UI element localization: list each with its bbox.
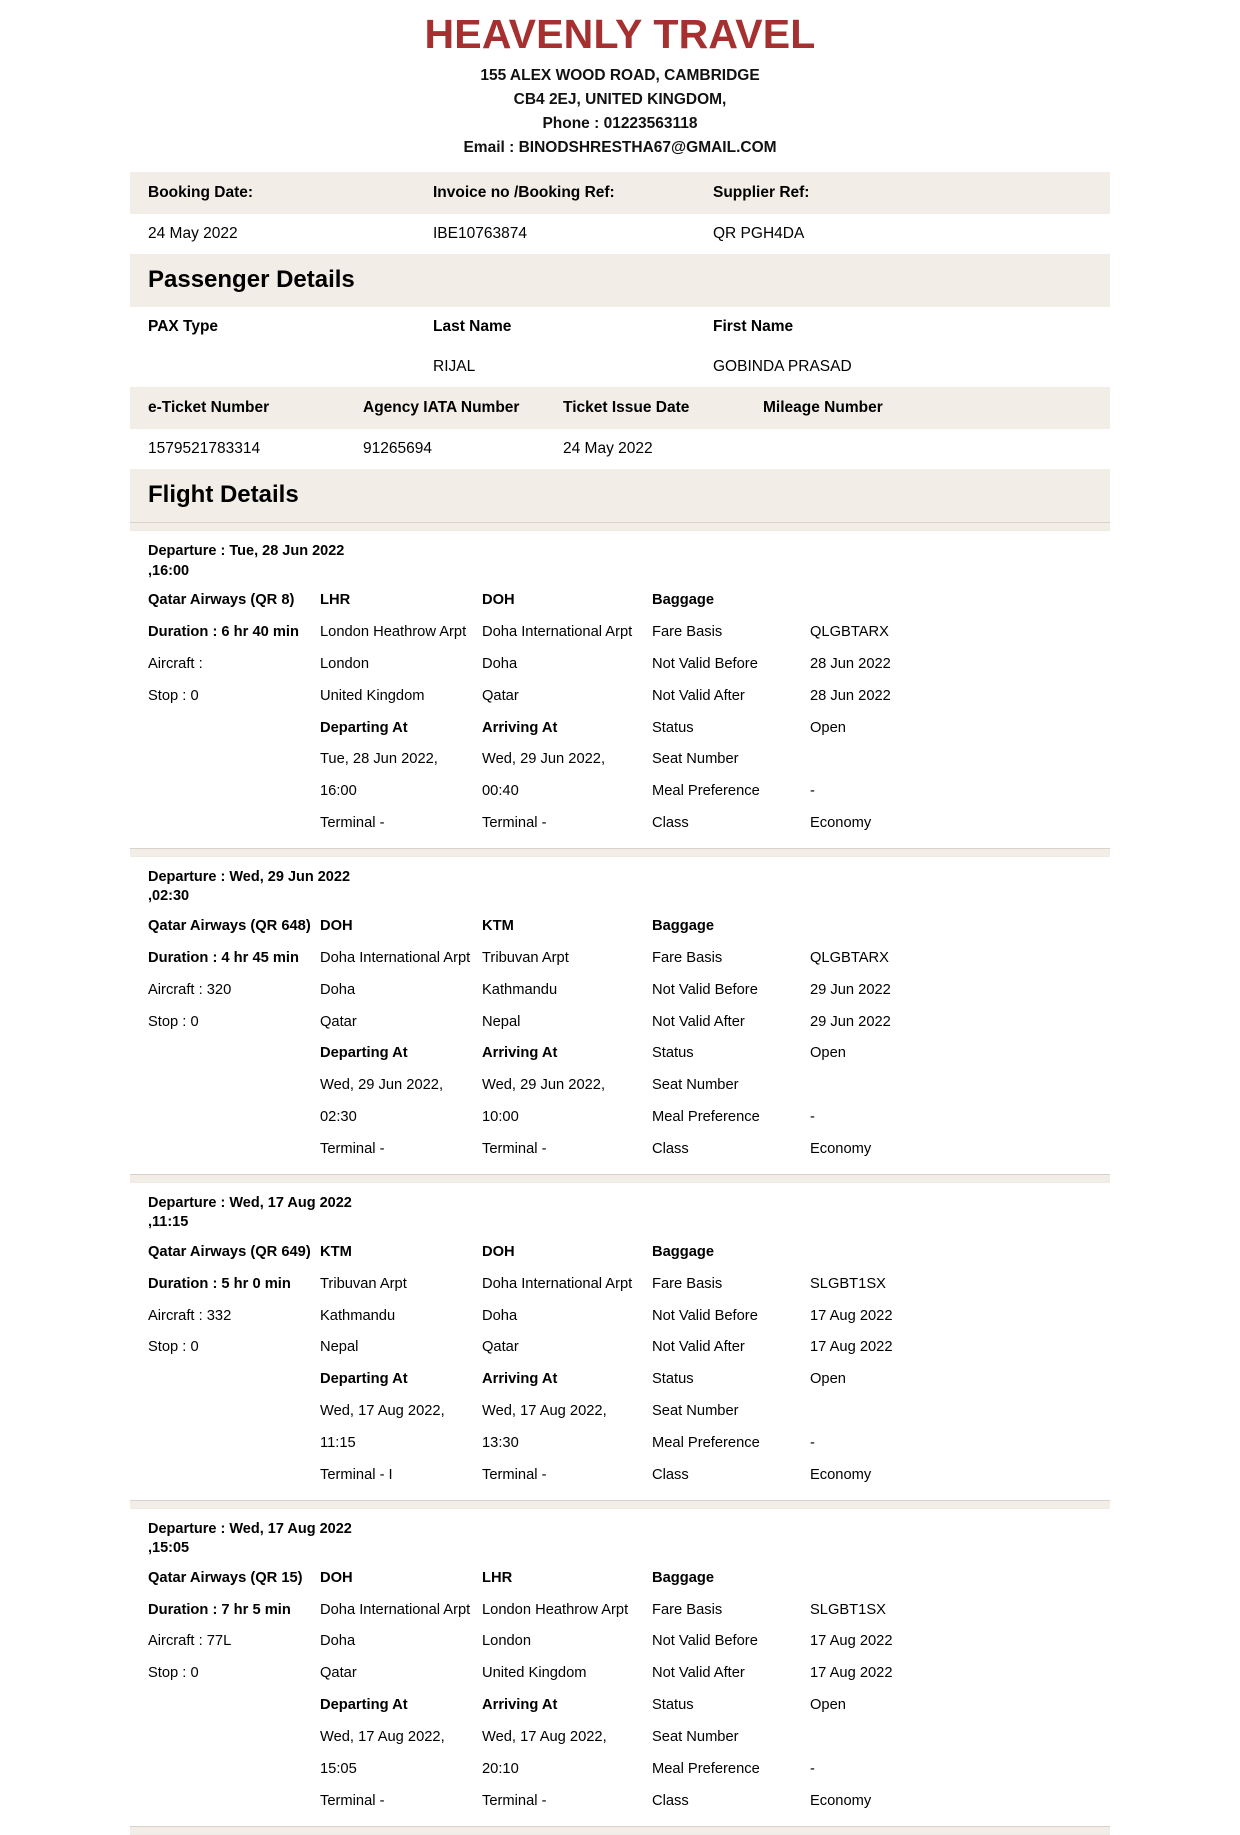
not-valid-before-value: 29 Jun 2022 bbox=[810, 981, 891, 998]
company-address-line-1: 155 ALEX WOOD ROAD, CAMBRIDGE bbox=[480, 67, 760, 85]
status-value: Open bbox=[810, 719, 846, 736]
destination-country: United Kingdom bbox=[482, 1665, 587, 1682]
arriving-at-label: Arriving At bbox=[482, 1697, 558, 1714]
not-valid-before-value: 17 Aug 2022 bbox=[810, 1307, 893, 1324]
departing-at-label: Departing At bbox=[320, 1697, 408, 1714]
aircraft: Aircraft : 320 bbox=[148, 981, 232, 998]
baggage-label: Baggage bbox=[652, 592, 715, 609]
first-name-value: GOBINDA PRASAD bbox=[713, 358, 852, 376]
origin-country: United Kingdom bbox=[320, 687, 425, 704]
arriving-date: Wed, 29 Jun 2022, bbox=[482, 1077, 606, 1094]
arriving-time: 10:00 bbox=[482, 1109, 519, 1126]
arriving-date: Wed, 17 Aug 2022, bbox=[482, 1403, 607, 1420]
letterhead bbox=[0, 0, 1240, 172]
class-value: Economy bbox=[810, 815, 872, 832]
segment-row-duration bbox=[148, 1269, 1092, 1301]
arriving-date: Wed, 29 Jun 2022, bbox=[482, 751, 606, 768]
last-name-header: Last Name bbox=[433, 318, 512, 336]
segment-bottom-spacer bbox=[148, 1818, 1092, 1826]
segment-row-depart-arrive-headers bbox=[148, 713, 1092, 745]
destination-country: Qatar bbox=[482, 1339, 519, 1356]
segment-row-duration bbox=[148, 1595, 1092, 1627]
segment-separator bbox=[130, 848, 1110, 857]
segment-row-airline bbox=[148, 585, 1092, 617]
segment-bottom-spacer bbox=[148, 1492, 1092, 1500]
segment-separator bbox=[130, 1174, 1110, 1183]
fare-basis-value: SLGBT1SX bbox=[810, 1601, 886, 1618]
departing-time: 11:15 bbox=[320, 1434, 356, 1451]
origin-airport: Doha International Arpt bbox=[320, 949, 471, 966]
segment-row-times bbox=[148, 1754, 1092, 1786]
origin-country: Qatar bbox=[320, 1013, 357, 1030]
status-value: Open bbox=[810, 1371, 846, 1388]
stop-count: Stop : 0 bbox=[148, 687, 199, 704]
segment-row-terminals bbox=[148, 1134, 1092, 1166]
destination-airport: London Heathrow Arpt bbox=[482, 1601, 629, 1618]
agency-iata-number-header: Agency IATA Number bbox=[363, 399, 520, 417]
meal-preference-label: Meal Preference bbox=[652, 1760, 760, 1777]
segment-row-stop bbox=[148, 1658, 1092, 1690]
segment-row-dates bbox=[148, 1396, 1092, 1428]
segment-row-times bbox=[148, 776, 1092, 808]
company-address-line-2: CB4 2EJ, UNITED KINGDOM, bbox=[513, 91, 727, 109]
duration: Duration : 4 hr 45 min bbox=[148, 949, 299, 966]
not-valid-before-value: 17 Aug 2022 bbox=[810, 1633, 893, 1650]
company-email: Email : BINODSHRESTHA67@GMAIL.COM bbox=[463, 139, 777, 157]
first-name-header: First Name bbox=[713, 318, 794, 336]
not-valid-after-label: Not Valid After bbox=[652, 687, 745, 704]
segment-row-aircraft bbox=[148, 975, 1092, 1007]
meal-preference-value: - bbox=[810, 1760, 815, 1777]
status-label: Status bbox=[652, 719, 694, 736]
segment-separator bbox=[130, 1500, 1110, 1509]
segment-row-terminals bbox=[148, 808, 1092, 840]
departing-date: Wed, 17 Aug 2022, bbox=[320, 1729, 445, 1745]
eticket-values-row bbox=[130, 429, 1110, 469]
segment-separator bbox=[130, 522, 1110, 531]
airline-name: Qatar Airways (QR 648) bbox=[148, 918, 311, 935]
not-valid-after-value: 28 Jun 2022 bbox=[810, 687, 891, 704]
booking-values-row bbox=[130, 214, 1110, 254]
fare-basis-label: Fare Basis bbox=[652, 1601, 723, 1618]
status-label: Status bbox=[652, 1371, 694, 1388]
segment-row-dates bbox=[148, 1722, 1092, 1754]
meal-preference-label: Meal Preference bbox=[652, 1109, 760, 1126]
origin-country: Nepal bbox=[320, 1339, 359, 1356]
meal-preference-value: - bbox=[810, 1109, 815, 1126]
class-label: Class bbox=[652, 815, 689, 832]
flight-details-section-header bbox=[130, 469, 1110, 522]
segment-row-airline bbox=[148, 1563, 1092, 1595]
origin-airport: Tribuvan Arpt bbox=[320, 1275, 407, 1292]
baggage-label: Baggage bbox=[652, 1243, 715, 1260]
invoice-no-value: IBE10763874 bbox=[433, 225, 527, 243]
segment-row-terminals bbox=[148, 1460, 1092, 1492]
seat-number-label: Seat Number bbox=[652, 1403, 739, 1420]
passenger-header-row bbox=[130, 307, 1110, 347]
arriving-time: 00:40 bbox=[482, 783, 519, 800]
booking-date-value: 24 May 2022 bbox=[148, 225, 238, 243]
flight-segment bbox=[130, 1509, 1110, 1826]
segment-row-aircraft bbox=[148, 1626, 1092, 1658]
supplier-ref-header: Supplier Ref: bbox=[713, 184, 810, 202]
segment-bottom-spacer bbox=[148, 840, 1092, 848]
segment-row-times bbox=[148, 1428, 1092, 1460]
duration: Duration : 7 hr 5 min bbox=[148, 1601, 291, 1618]
ticket-issue-date-header: Ticket Issue Date bbox=[563, 399, 690, 417]
destination-country: Nepal bbox=[482, 1013, 521, 1030]
meal-preference-value: - bbox=[810, 1434, 815, 1451]
segment-row-aircraft bbox=[148, 1301, 1092, 1333]
passenger-details-section-header bbox=[130, 254, 1110, 307]
not-valid-after-label: Not Valid After bbox=[652, 1013, 745, 1030]
destination-airport: Tribuvan Arpt bbox=[482, 949, 569, 966]
airline-name: Qatar Airways (QR 649) bbox=[148, 1243, 311, 1260]
baggage-label: Baggage bbox=[652, 918, 715, 935]
origin-code: DOH bbox=[320, 1569, 353, 1586]
origin-city: London bbox=[320, 655, 370, 672]
origin-city: Doha bbox=[320, 1633, 356, 1650]
fare-basis-label: Fare Basis bbox=[652, 949, 723, 966]
destination-code: KTM bbox=[482, 918, 514, 935]
segment-row-terminals bbox=[148, 1786, 1092, 1818]
segment-row-airline bbox=[148, 1237, 1092, 1269]
segment-row-stop bbox=[148, 681, 1092, 713]
duration: Duration : 6 hr 40 min bbox=[148, 624, 299, 640]
booking-header-row bbox=[130, 172, 1110, 214]
segment-row-duration bbox=[148, 943, 1092, 975]
origin-code: LHR bbox=[320, 592, 351, 609]
status-label: Status bbox=[652, 1045, 694, 1062]
arriving-time: 20:10 bbox=[482, 1760, 519, 1777]
status-value: Open bbox=[810, 1697, 846, 1714]
class-label: Class bbox=[652, 1792, 689, 1809]
destination-code: DOH bbox=[482, 1243, 515, 1260]
arriving-date: Wed, 17 Aug 2022, bbox=[482, 1729, 607, 1745]
departing-terminal: Terminal - I bbox=[320, 1466, 393, 1483]
eticket-number-header: e-Ticket Number bbox=[148, 399, 270, 417]
segment-row-dates bbox=[148, 744, 1092, 776]
origin-city: Kathmandu bbox=[320, 1307, 396, 1324]
segment-separator bbox=[130, 1826, 1110, 1835]
arriving-terminal: Terminal - bbox=[482, 1466, 547, 1483]
segment-row-stop bbox=[148, 1007, 1092, 1039]
segment-row-aircraft bbox=[148, 649, 1092, 681]
aircraft: Aircraft : bbox=[148, 655, 203, 672]
booking-date-header: Booking Date: bbox=[148, 184, 254, 202]
departing-at-label: Departing At bbox=[320, 719, 408, 736]
departing-time: 15:05 bbox=[320, 1760, 357, 1777]
baggage-label: Baggage bbox=[652, 1569, 715, 1586]
segment-bottom-spacer bbox=[148, 1166, 1092, 1174]
arriving-terminal: Terminal - bbox=[482, 1140, 547, 1157]
status-label: Status bbox=[652, 1697, 694, 1714]
segment-row-times bbox=[148, 1102, 1092, 1134]
arriving-terminal: Terminal - bbox=[482, 1792, 547, 1809]
seat-number-label: Seat Number bbox=[652, 1077, 739, 1094]
origin-code: KTM bbox=[320, 1243, 352, 1260]
destination-code: LHR bbox=[482, 1569, 513, 1586]
flight-details-title: Flight Details bbox=[148, 481, 299, 509]
fare-basis-value: QLGBTARX bbox=[810, 949, 889, 966]
origin-airport: London Heathrow Arpt bbox=[320, 624, 467, 640]
flight-segment bbox=[130, 531, 1110, 848]
stop-count: Stop : 0 bbox=[148, 1013, 199, 1030]
destination-airport: Doha International Arpt bbox=[482, 624, 633, 640]
not-valid-before-label: Not Valid Before bbox=[652, 981, 758, 998]
origin-airport: Doha International Arpt bbox=[320, 1601, 471, 1618]
origin-country: Qatar bbox=[320, 1665, 357, 1682]
fare-basis-value: QLGBTARX bbox=[810, 624, 889, 640]
last-name-value: RIJAL bbox=[433, 358, 476, 376]
departing-terminal: Terminal - bbox=[320, 815, 385, 832]
agency-iata-number-value: 91265694 bbox=[363, 440, 432, 458]
ticket-issue-date-value: 24 May 2022 bbox=[563, 440, 653, 458]
flight-segment bbox=[130, 1183, 1110, 1500]
not-valid-after-label: Not Valid After bbox=[652, 1665, 745, 1682]
segment-departure-header: Departure : Wed, 17 Aug 2022 ,15:05 bbox=[148, 1520, 352, 1557]
departing-time: 02:30 bbox=[320, 1109, 357, 1126]
class-value: Economy bbox=[810, 1466, 872, 1483]
meal-preference-label: Meal Preference bbox=[652, 1434, 760, 1451]
meal-preference-value: - bbox=[810, 783, 815, 800]
destination-city: London bbox=[482, 1633, 532, 1650]
class-label: Class bbox=[652, 1466, 689, 1483]
arriving-terminal: Terminal - bbox=[482, 815, 547, 832]
arriving-at-label: Arriving At bbox=[482, 719, 558, 736]
departing-time: 16:00 bbox=[320, 783, 357, 800]
duration: Duration : 5 hr 0 min bbox=[148, 1275, 291, 1292]
company-phone: Phone : 01223563118 bbox=[542, 115, 698, 133]
mileage-number-header: Mileage Number bbox=[763, 399, 883, 417]
segment-departure-header: Departure : Tue, 28 Jun 2022 ,16:00 bbox=[148, 543, 345, 579]
fare-basis-label: Fare Basis bbox=[652, 1275, 723, 1292]
aircraft: Aircraft : 77L bbox=[148, 1633, 232, 1650]
arriving-at-label: Arriving At bbox=[482, 1371, 558, 1388]
fare-basis-label: Fare Basis bbox=[652, 624, 723, 640]
departing-date: Wed, 29 Jun 2022, bbox=[320, 1077, 444, 1094]
aircraft: Aircraft : 332 bbox=[148, 1307, 232, 1324]
class-value: Economy bbox=[810, 1140, 872, 1157]
stop-count: Stop : 0 bbox=[148, 1665, 199, 1682]
not-valid-before-label: Not Valid Before bbox=[652, 655, 758, 672]
destination-city: Kathmandu bbox=[482, 981, 558, 998]
destination-city: Doha bbox=[482, 1307, 518, 1324]
segment-departure-header: Departure : Wed, 29 Jun 2022 ,02:30 bbox=[148, 868, 351, 905]
origin-code: DOH bbox=[320, 918, 353, 935]
meal-preference-label: Meal Preference bbox=[652, 783, 760, 800]
class-value: Economy bbox=[810, 1792, 872, 1809]
not-valid-after-value: 29 Jun 2022 bbox=[810, 1013, 891, 1030]
invoice-no-header: Invoice no /Booking Ref: bbox=[433, 184, 615, 202]
seat-number-label: Seat Number bbox=[652, 1729, 739, 1745]
airline-name: Qatar Airways (QR 15) bbox=[148, 1569, 303, 1586]
segment-row-depart-arrive-headers bbox=[148, 1038, 1092, 1070]
passenger-details-title: Passenger Details bbox=[148, 266, 355, 294]
class-label: Class bbox=[652, 1140, 689, 1157]
segment-row-stop bbox=[148, 1332, 1092, 1364]
seat-number-label: Seat Number bbox=[652, 751, 739, 768]
arriving-time: 13:30 bbox=[482, 1434, 519, 1451]
flight-segment bbox=[130, 857, 1110, 1174]
flight-segments-list bbox=[0, 522, 1240, 1835]
not-valid-before-value: 28 Jun 2022 bbox=[810, 655, 891, 672]
passenger-values-row bbox=[130, 347, 1110, 387]
not-valid-after-value: 17 Aug 2022 bbox=[810, 1339, 893, 1356]
eticket-number-value: 1579521783314 bbox=[148, 440, 261, 458]
segment-row-dates bbox=[148, 1070, 1092, 1102]
destination-city: Doha bbox=[482, 655, 518, 672]
stop-count: Stop : 0 bbox=[148, 1339, 199, 1356]
segment-departure-header: Departure : Wed, 17 Aug 2022 ,11:15 bbox=[148, 1194, 352, 1231]
segment-row-depart-arrive-headers bbox=[148, 1690, 1092, 1722]
destination-country: Qatar bbox=[482, 687, 519, 704]
segment-row-depart-arrive-headers bbox=[148, 1364, 1092, 1396]
company-name: HEAVENLY TRAVEL bbox=[424, 11, 816, 57]
segment-row-airline bbox=[148, 911, 1092, 943]
departing-date: Tue, 28 Jun 2022, bbox=[320, 751, 438, 768]
departing-at-label: Departing At bbox=[320, 1371, 408, 1388]
arriving-at-label: Arriving At bbox=[482, 1045, 558, 1062]
fare-basis-value: SLGBT1SX bbox=[810, 1275, 886, 1292]
departing-date: Wed, 17 Aug 2022, bbox=[320, 1403, 445, 1420]
not-valid-after-label: Not Valid After bbox=[652, 1339, 745, 1356]
airline-name: Qatar Airways (QR 8) bbox=[148, 592, 295, 609]
departing-at-label: Departing At bbox=[320, 1045, 408, 1062]
eticket-header-row bbox=[130, 387, 1110, 429]
not-valid-after-value: 17 Aug 2022 bbox=[810, 1665, 893, 1682]
pax-type-header: PAX Type bbox=[148, 318, 219, 336]
not-valid-before-label: Not Valid Before bbox=[652, 1633, 758, 1650]
departing-terminal: Terminal - bbox=[320, 1792, 385, 1809]
status-value: Open bbox=[810, 1045, 846, 1062]
departing-terminal: Terminal - bbox=[320, 1140, 385, 1157]
segment-row-duration bbox=[148, 617, 1092, 649]
destination-code: DOH bbox=[482, 592, 515, 609]
origin-city: Doha bbox=[320, 981, 356, 998]
supplier-ref-value: QR PGH4DA bbox=[713, 225, 805, 243]
not-valid-before-label: Not Valid Before bbox=[652, 1307, 758, 1324]
destination-airport: Doha International Arpt bbox=[482, 1275, 633, 1292]
